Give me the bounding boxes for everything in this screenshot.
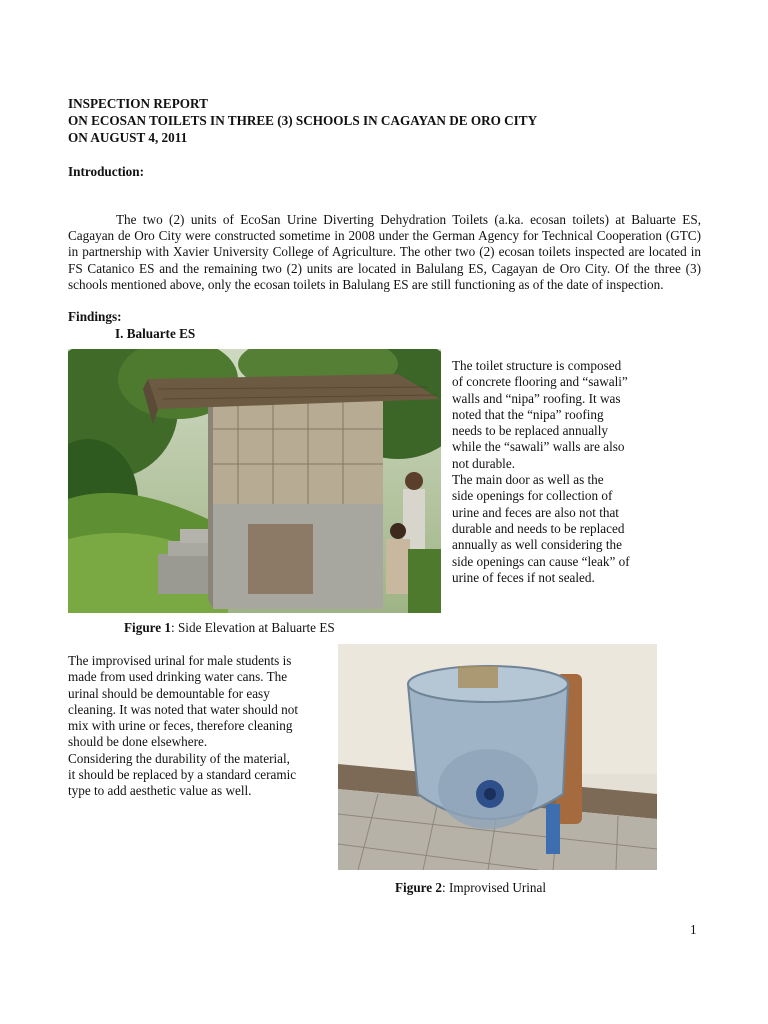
figure-2-photo [338,644,657,870]
figure-1-caption [124,620,335,636]
urinal-line: it should be replaced by a standard ceramic [68,767,297,783]
figure-1-photo [68,349,441,613]
urinal-line: should be done elsewhere. [68,734,208,750]
structure-line: urine of feces if not sealed. [452,569,595,585]
structure-line: The toilet structure is composed [452,358,622,373]
urinal-line: urinal should be demountable for easy [68,685,270,701]
structure-line: while the “sawali” walls are also [452,439,625,455]
introduction-heading: Introduction: [68,164,144,179]
structure-line: needs to be replaced annually [452,423,608,439]
figure-2-caption [395,880,546,896]
figure-1-label: Figure 1 [124,620,172,635]
report-title-line-2: ON ECOSAN TOILETS IN THREE (3) SCHOOLS IN CAGAYAN DE ORO CITY [68,113,538,128]
urinal-line: type to add aesthetic value as well. [68,783,252,799]
report-title-line-3: ON AUGUST 4, 2011 [68,130,188,145]
urinal-line: The improvised urinal for male students is [68,653,292,668]
structure-line: durable and needs to be replaced [452,520,625,536]
figure-2-caption-text: : Improvised Urinal [442,880,547,895]
figure-2-label: Figure 2 [395,880,443,895]
structure-line: side openings for collection of [452,488,613,504]
structure-line: of concrete flooring and “sawali” [452,374,628,390]
findings-heading: Findings: [68,309,122,324]
urinal-description [68,653,298,800]
structure-description [452,358,630,586]
structure-line: walls and “nipa” roofing. It was [452,390,621,406]
page-number: 1 [690,922,697,937]
figure-1-caption-text: : Side Elevation at Baluarte ES [171,620,335,635]
section-heading-baluarte: I. Baluarte ES [115,326,196,341]
urinal-line: made from used drinking water cans. The [68,669,288,685]
urinal-line: cleaning. It was noted that water should not [68,701,298,717]
structure-line: noted that the “nipa” roofing [452,406,604,422]
structure-line: annually as well considering the [452,537,622,553]
structure-line: not durable. [452,455,515,471]
report-title-line-1: INSPECTION REPORT [68,96,208,111]
introduction-paragraph: The two (2) units of EcoSan Urine Diverting Dehydration Toilets (a.ka. ecosan toilets) at Baluarte ES, Cagayan de Oro City were constructed sometime in 2008 under the German Agency for Technical Cooperation (GTC) in partnership with Xavier University College of Agriculture. The other two (2) ecosan toilets inspected are located in FS Catanico ES and the remaining two (2) units are located in Balulang ES, Cagayan de Oro City. Of the three (3) schools mentioned above, only the ecosan toilets in Balulang ES are still functioning as of the date of inspection. [68,212,701,292]
urinal-line: mix with urine or feces, therefore cleaning [68,718,293,734]
structure-line: urine and feces are also not that [452,504,619,520]
urinal-line: Considering the durability of the material, [68,750,290,766]
structure-line: side openings can cause “leak” of [452,553,630,569]
structure-line: The main door as well as the [452,472,604,488]
